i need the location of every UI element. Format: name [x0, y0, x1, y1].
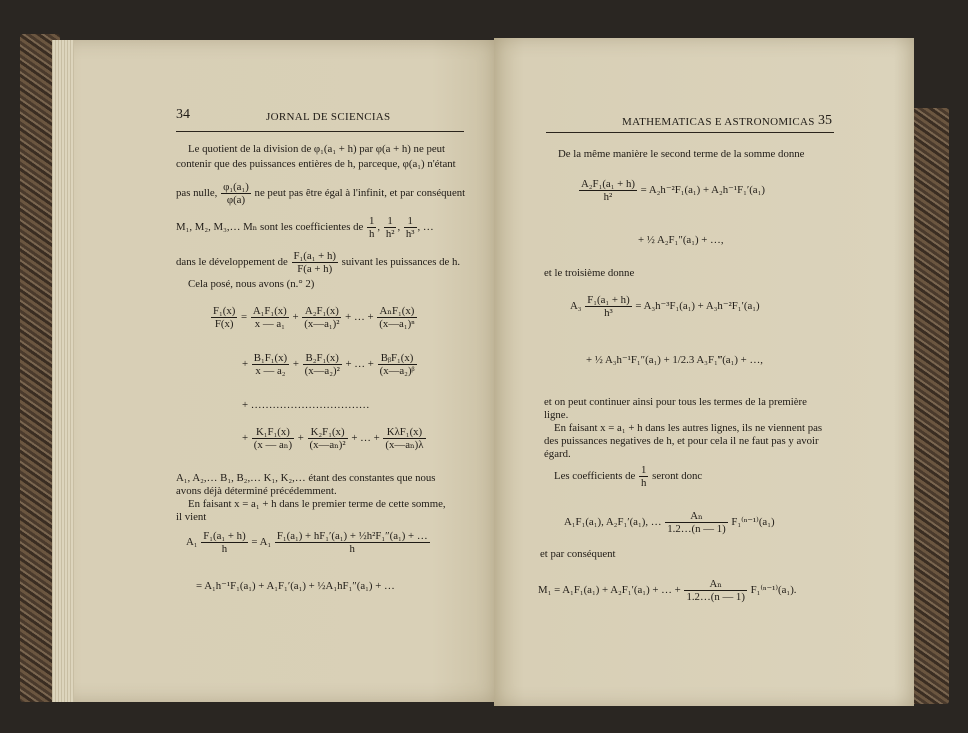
- text-line: Cela posé, nous avons (n.° 2): [188, 278, 315, 290]
- dots-row: + ……………………………: [242, 399, 370, 411]
- page-edges: [52, 40, 74, 702]
- equation-b: A₃ $\frac{\text{F₁(a₁ + h)}}{\text{h³}}$ = A₃h⁻³F₁(a₁) + A₃h⁻²F₁′(a₁): [570, 294, 760, 319]
- text-line: il vient: [176, 511, 207, 523]
- equation-d: M₁ = A₁F₁(a₁) + A₂F₁′(a₁) + … + $\frac{\text{Aₙ}}{1.2\dots(n — 1)}$ F₁⁽ⁿ⁻¹⁾(a₁).: [538, 578, 797, 603]
- text-line: avons déjà déterminé précédemment.: [176, 485, 337, 497]
- fraction: $\frac{\text{φ₁(a₁)}}{\varphi(a)}$: [223, 181, 249, 206]
- text-line: dans le développement de $\frac{\text{F₁(a₁ + h)}}{F(a + h)}$ suivant les puissances de h.: [176, 250, 461, 275]
- running-header: JORNAL DE SCIENCIAS: [266, 111, 391, 123]
- header-rule: [176, 131, 464, 132]
- page-number: 35: [818, 113, 832, 128]
- fraction: $\frac{\text{F₁(a₁ + h)}}{F(a + h)}$: [293, 250, 336, 275]
- equation-c: A₁F₁(a₁), A₂F₁′(a₁), … $\frac{\text{Aₙ}}{1.2\dots(n — 1)}$ F₁⁽ⁿ⁻¹⁾(a₁): [564, 510, 775, 535]
- text-line: De la même manière le second terme de la somme donne: [558, 148, 805, 160]
- text-line: Les coefficients de $\frac{1}{h}$ seront donc: [554, 464, 703, 489]
- text-line: A₁, A₂,… B₁, B₂,… K₁, K₂,… étant des constantes que nous: [176, 472, 436, 484]
- equation-1: $\frac{\text{F₁(x)}}{F(x)}$ = $\frac{\text{A₁F₁(x)}}{\text{x — a₁}}$ + $\frac{\text{A₂F₁(x)}}{\text{(x—a₁)²}}$ + … + $\frac{\text{AₙF₁(x)}}{\text{(x—a₁)ⁿ}}$: [213, 305, 415, 330]
- left-page: [52, 40, 496, 702]
- header-rule: [546, 132, 834, 133]
- text-line: En faisant x = a₁ + h dans les autres lignes, ils ne viennent pas: [554, 422, 823, 434]
- equation-a: $\frac{\text{A₂F₁(a₁ + h)}}{\text{h²}}$ = A₂h⁻²F₁(a₁) + A₂h⁻¹F₁′(a₁): [581, 178, 765, 203]
- fraction: $\frac{1}{h}$: [369, 215, 375, 240]
- right-page: [494, 38, 914, 706]
- equation-5: = A₁h⁻¹F₁(a₁) + A₁F₁′(a₁) + ½A₁hF₁″(a₁) + …: [196, 580, 395, 592]
- text-line: égard.: [544, 448, 571, 460]
- text-line: M₁, M₂, M₃,… Mₙ sont les coefficientes de $\frac{1}{h}$ , $\frac{1}{\text{h²}}$ , $\frac{1}{\text{h³}}$ , …: [176, 215, 434, 240]
- text-line: et on peut continuer ainsi pour tous les termes de la première: [544, 396, 807, 408]
- text-line: pas nulle, $\frac{\text{φ₁(a₁)}}{\varphi(a)}$ ne peut pas être égal à l'infinit, et par conséquent: [176, 181, 466, 206]
- equation-a-continued: + ½ A₂F₁″(a₁) + …,: [638, 234, 724, 246]
- equation-3: + $\frac{\text{K₁F₁(x)}}{\text{(x — aₙ)}}$ + $\frac{\text{K₂F₁(x)}}{\text{(x—aₙ)²}}$ + … + $\frac{\text{KλF₁(x)}}{\text{(x—aₙ)λ}}$: [242, 426, 424, 451]
- text-line: Le quotient de la division de φ₁(a₁ + h) par φ(a + h) ne peut: [188, 143, 446, 155]
- text-line: et le troisième donne: [544, 267, 635, 279]
- equation-4: A₁ $\frac{\text{F₁(a₁ + h)}}{h}$ = A₁ $\frac{\text{F₁(a₁) + hF₁′(a₁) + ½h²F₁″(a₁) + …}}{h}$: [186, 530, 428, 555]
- text-line: des puissances negatives de h, et pour cela il ne faut pas y avoir: [544, 435, 819, 447]
- text-line: ligne.: [544, 409, 569, 421]
- equation-2: + $\frac{\text{B₁F₁(x)}}{\text{x — a₂}}$ + $\frac{\text{B₂F₁(x)}}{\text{(x—a₂)²}}$ + … + $\frac{\text{BᵦF₁(x)}}{\text{(x—a₂)ᵝ}}$: [242, 352, 415, 377]
- equation-b-continued: + ½ A₃h⁻¹F₁″(a₁) + 1/2.3 A₃F₁‴(a₁) + …,: [586, 354, 763, 366]
- page-number: 34: [176, 107, 190, 122]
- running-header: MATHEMATICAS E ASTRONOMICAS: [622, 116, 815, 128]
- text-line: contenir que des puissances entières de h, parceque, φ(a₁) n'étant: [176, 158, 456, 170]
- fraction: $\frac{1}{h}$: [641, 464, 647, 489]
- fraction: $\frac{1}{\text{h³}}$: [405, 215, 415, 240]
- text-line: et par conséquent: [540, 548, 616, 560]
- text-line: En faisant x = a₁ + h dans le premier terme de cette somme,: [188, 498, 446, 510]
- fraction: $\frac{1}{\text{h²}}$: [385, 215, 395, 240]
